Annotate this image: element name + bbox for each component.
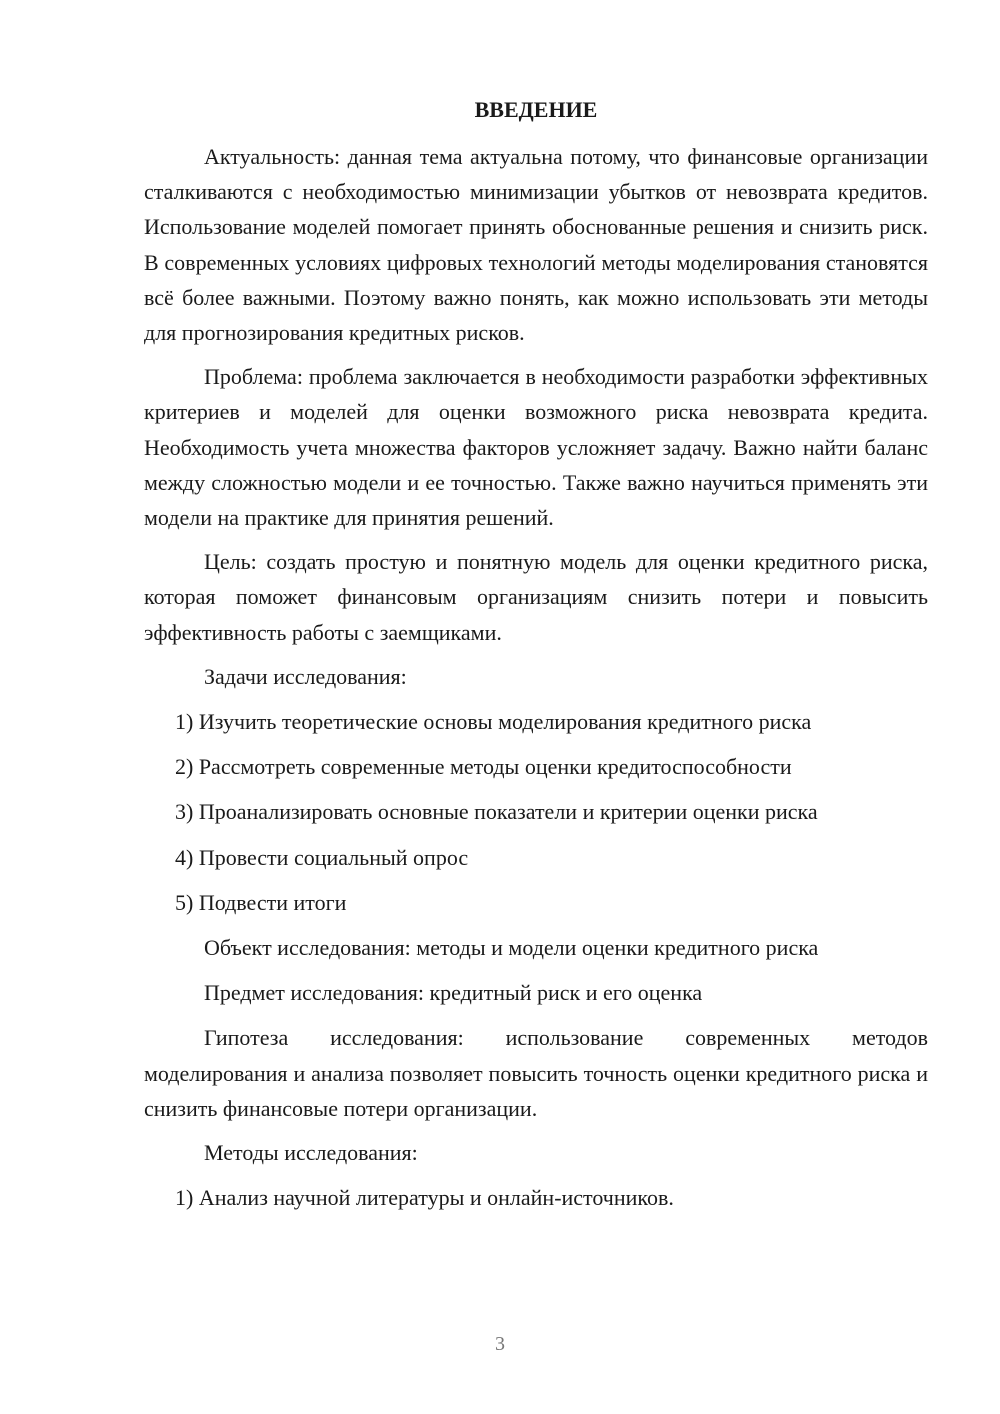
list-item: 1) Анализ научной литературы и онлайн-источников. — [175, 1185, 674, 1211]
paragraph-goal: Цель: создать простую и понятную модель для оценки кредитного риска, которая поможет финансовым организациям снизить потери и повысить эффективность работы с заемщиками. — [144, 549, 928, 645]
page-number: 3 — [495, 1333, 505, 1355]
paragraph-hypothesis: Гипотеза исследования: использование современных методов моделирования и анализа позволяет повысить точность оценки кредитного риска и снизить финансовые потери организации. — [144, 1025, 928, 1121]
methods-heading: Методы исследования: — [204, 1140, 418, 1166]
list-item: 2) Рассмотреть современные методы оценки кредитоспособности — [175, 754, 792, 780]
list-item: 1) Изучить теоретические основы моделирования кредитного риска — [175, 709, 812, 735]
paragraph-relevance: Актуальность: данная тема актуальна потому, что финансовые организации сталкиваются с необходимостью минимизации убытков от невозврата кредитов. Использование моделей помогает принять обоснованные решения и снизить риск. В современных условиях цифровых технологий методы моделирования становятся всё более важными. Поэтому важно понять, как можно использовать эти методы для прогнозирования кредитных рисков. — [144, 144, 928, 346]
page-title: ВВЕДЕНИЕ — [474, 97, 598, 122]
paragraph-problem: Проблема: проблема заключается в необходимости разработки эффективных критериев и моделей для оценки возможного риска невозврата кредита. Необходимость учета множества факторов усложняет задачу. Важно найти баланс между сложностью модели и ее точностью. Также важно научиться применять эти модели на практике для принятия решений. — [144, 364, 928, 531]
methods-list — [144, 1180, 928, 1215]
document-page — [144, 92, 928, 1225]
tasks-heading: Задачи исследования: — [204, 663, 407, 689]
list-item: 4) Провести социальный опрос — [175, 844, 469, 870]
list-item: 3) Проанализировать основные показатели и критерии оценки риска — [175, 799, 818, 825]
paragraph-subject: Предмет исследования: кредитный риск и его оценка — [204, 980, 703, 1006]
list-item: 5) Подвести итоги — [175, 889, 347, 915]
tasks-list — [144, 704, 928, 920]
paragraph-object: Объект исследования: методы и модели оценки кредитного риска — [204, 935, 819, 961]
